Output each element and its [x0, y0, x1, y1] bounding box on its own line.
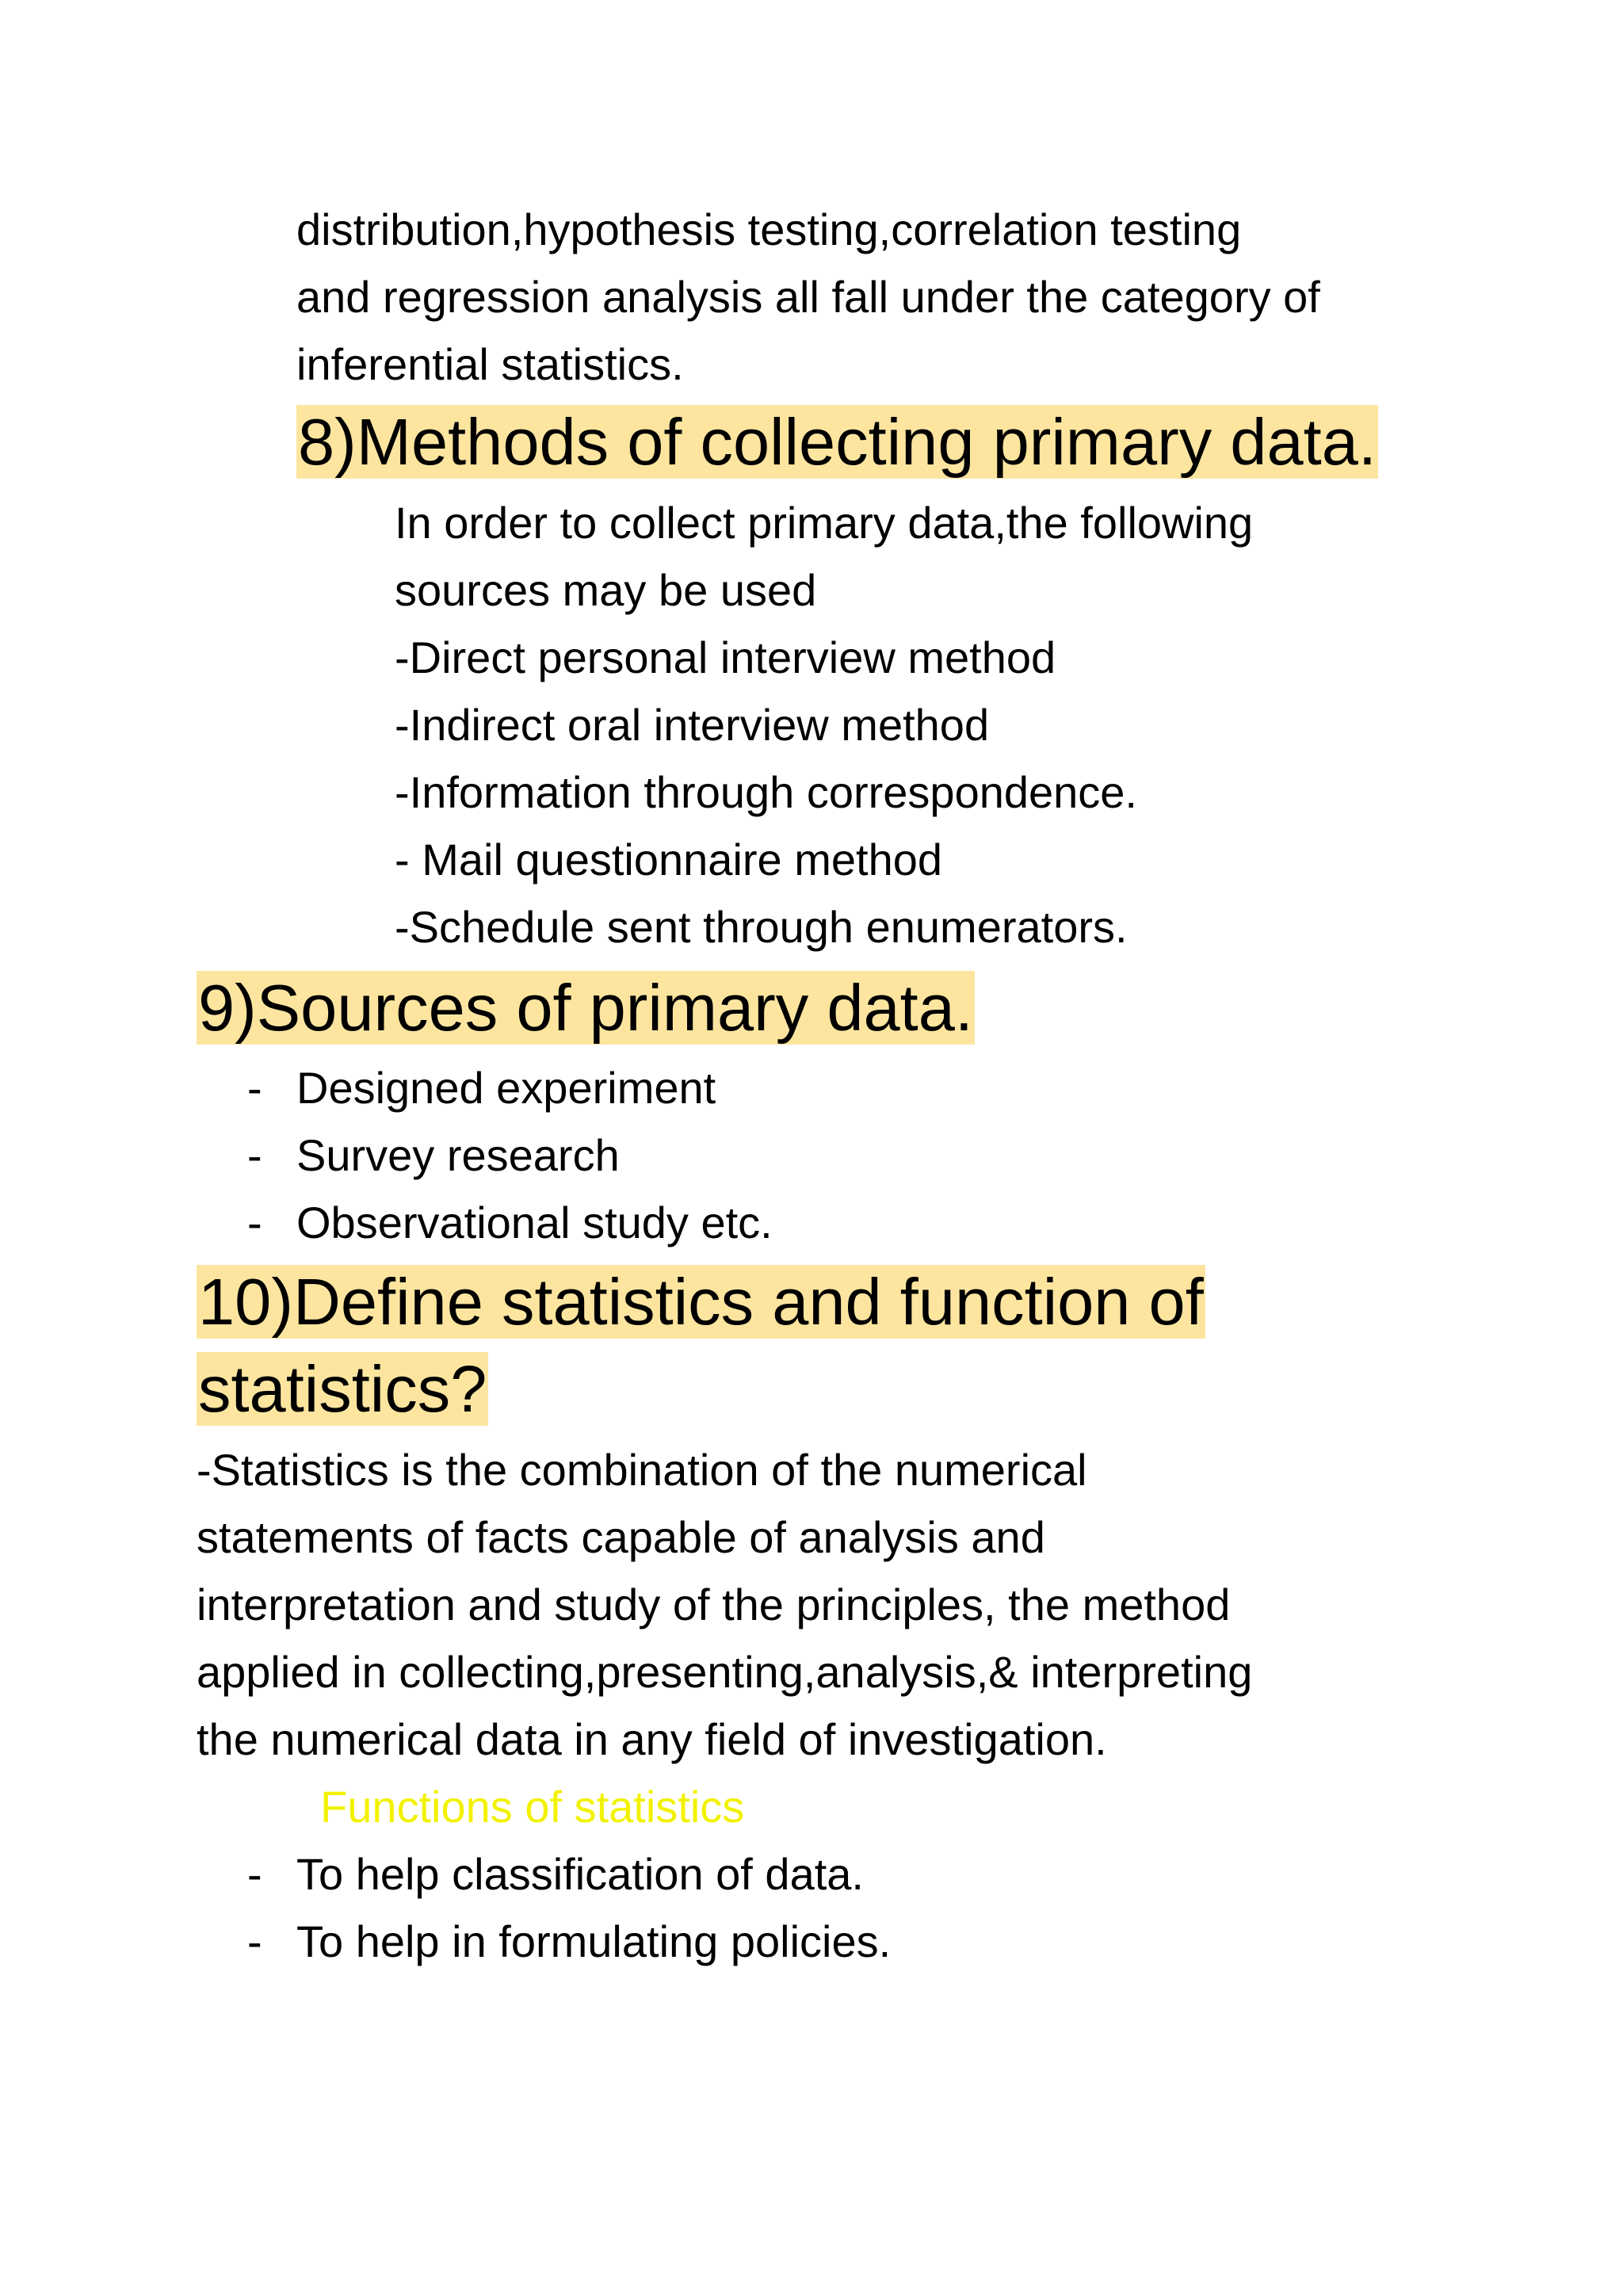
definition-line-4: applied in collecting,presenting,analysis,& interpreting [197, 1647, 1253, 1697]
function-item-2: To help in formulating policies. [296, 1916, 892, 1966]
intro-line-1: distribution,hypothesis testing,correlation testing [296, 204, 1242, 254]
function-bullet-2: - [247, 1916, 262, 1966]
section-9-bullet-1: - [247, 1063, 262, 1113]
intro-line-3: inferential statistics. [296, 339, 684, 389]
section-8-method-2: -Indirect oral interview method [395, 700, 990, 750]
definition-line-5: the numerical data in any field of investigation. [197, 1714, 1107, 1764]
section-9-heading [197, 965, 975, 1052]
section-8-method-1: -Direct personal interview method [395, 632, 1056, 682]
section-10-heading-line-2 [197, 1346, 488, 1433]
section-9-heading-text: 9)Sources of primary data. [198, 971, 973, 1045]
section-9-bullet-2: - [247, 1130, 262, 1180]
section-8-method-4: - Mail questionnaire method [395, 835, 943, 884]
functions-heading: Functions of statistics [320, 1782, 745, 1832]
section-10-heading-text-1: 10)Define statistics and function of [198, 1265, 1204, 1339]
section-8-method-5: -Schedule sent through enumerators. [395, 902, 1128, 952]
section-8-intro-line-1: In order to collect primary data,the following [395, 498, 1254, 548]
definition-line-1: -Statistics is the combination of the numerical [197, 1445, 1087, 1495]
section-8-heading-text: 8)Methods of collecting primary data. [298, 405, 1377, 479]
section-9-item-2: Survey research [296, 1130, 620, 1180]
intro-line-2: and regression analysis all fall under the category of [296, 272, 1320, 322]
function-bullet-1: - [247, 1849, 262, 1899]
section-10-heading-text-2: statistics? [198, 1352, 487, 1426]
definition-line-2: statements of facts capable of analysis and [197, 1512, 1045, 1562]
section-9-item-3: Observational study etc. [296, 1198, 773, 1247]
section-8-intro-line-2: sources may be used [395, 565, 817, 615]
section-10-heading-line-1 [197, 1259, 1205, 1346]
definition-line-3: interpretation and study of the principles, the method [197, 1580, 1231, 1629]
section-8-heading [296, 399, 1378, 486]
section-8-method-3: -Information through correspondence. [395, 767, 1137, 817]
function-item-1: To help classification of data. [296, 1849, 864, 1899]
section-9-bullet-3: - [247, 1198, 262, 1247]
section-9-item-1: Designed experiment [296, 1063, 716, 1113]
